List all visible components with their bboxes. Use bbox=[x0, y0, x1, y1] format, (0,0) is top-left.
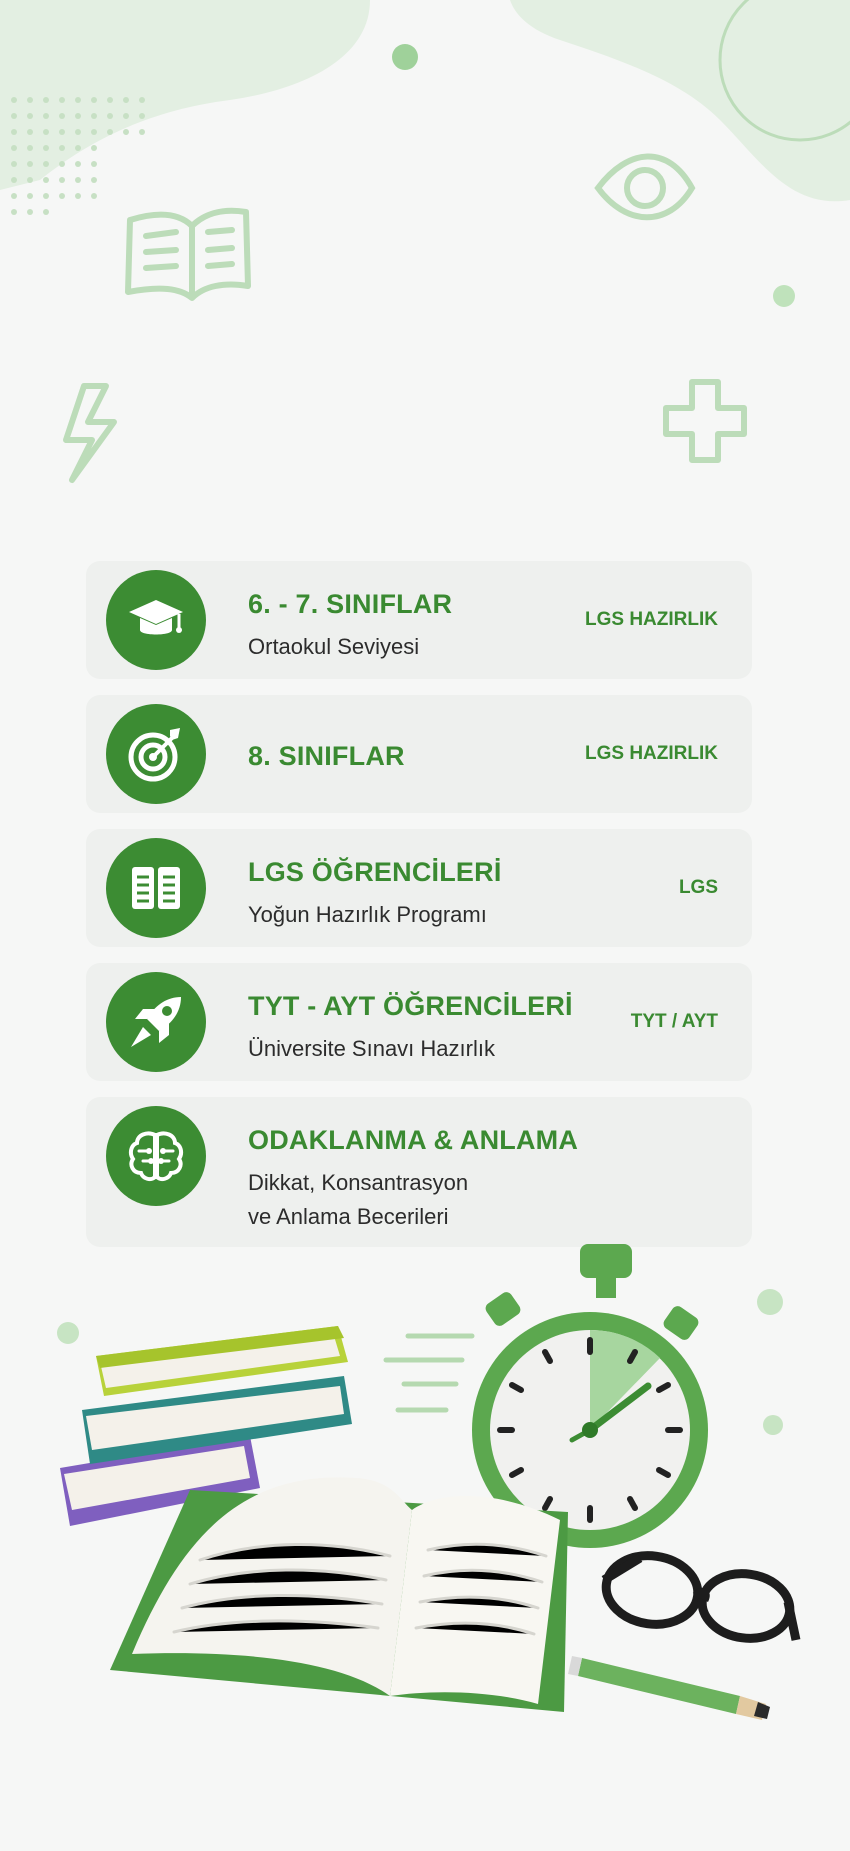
rocket-badge bbox=[106, 972, 206, 1072]
program-card-list bbox=[86, 561, 752, 1263]
card-tag: LGS bbox=[678, 877, 718, 898]
card-subtitle: Yoğun Hazırlık Programı bbox=[248, 902, 487, 927]
rocket-icon bbox=[127, 993, 185, 1051]
program-card-6-7[interactable] bbox=[86, 561, 752, 679]
plus-icon bbox=[666, 382, 744, 460]
graduation-cap-icon bbox=[127, 596, 185, 644]
open-book bbox=[110, 1477, 568, 1712]
speed-lines bbox=[386, 1336, 472, 1410]
card-title: TYT - AYT ÖĞRENCİLERİ bbox=[248, 991, 573, 1021]
eyeglasses bbox=[602, 1550, 796, 1644]
card-subtitle: Ortaokul Seviyesi bbox=[248, 634, 420, 659]
book-icon bbox=[130, 863, 182, 913]
card-subtitle-line2: ve Anlama Becerileri bbox=[248, 1204, 449, 1229]
card-title: 8. SINIFLAR bbox=[248, 741, 405, 771]
program-card-focus[interactable] bbox=[86, 1097, 752, 1247]
card-tag: TYT / AYT bbox=[630, 1011, 718, 1032]
target-badge bbox=[106, 704, 206, 804]
graduation-cap-badge bbox=[106, 570, 206, 670]
card-title: ODAKLANMA & ANLAMA bbox=[248, 1125, 579, 1155]
pencil bbox=[568, 1656, 770, 1720]
card-title: LGS ÖĞRENCİLERİ bbox=[248, 857, 502, 887]
brain-icon bbox=[127, 1129, 185, 1183]
card-subtitle-line1: Dikkat, Konsantrasyon bbox=[248, 1170, 469, 1195]
program-card-lgs[interactable] bbox=[86, 829, 752, 947]
eye-icon bbox=[598, 156, 692, 217]
target-icon bbox=[126, 724, 186, 784]
brain-badge bbox=[106, 1106, 206, 1206]
card-title: 6. - 7. SINIFLAR bbox=[248, 589, 453, 619]
program-card-8[interactable] bbox=[86, 695, 752, 813]
study-illustration bbox=[0, 1230, 850, 1790]
book-badge bbox=[106, 838, 206, 938]
lightning-icon bbox=[66, 386, 114, 480]
open-book-icon bbox=[128, 211, 248, 298]
card-tag: LGS HAZIRLIK bbox=[585, 609, 718, 630]
card-tag: LGS HAZIRLIK bbox=[585, 743, 718, 764]
program-card-tyt-ayt[interactable] bbox=[86, 963, 752, 1081]
top-left-blob bbox=[0, 0, 370, 190]
card-subtitle: Üniversite Sınavı Hazırlık bbox=[248, 1036, 495, 1061]
